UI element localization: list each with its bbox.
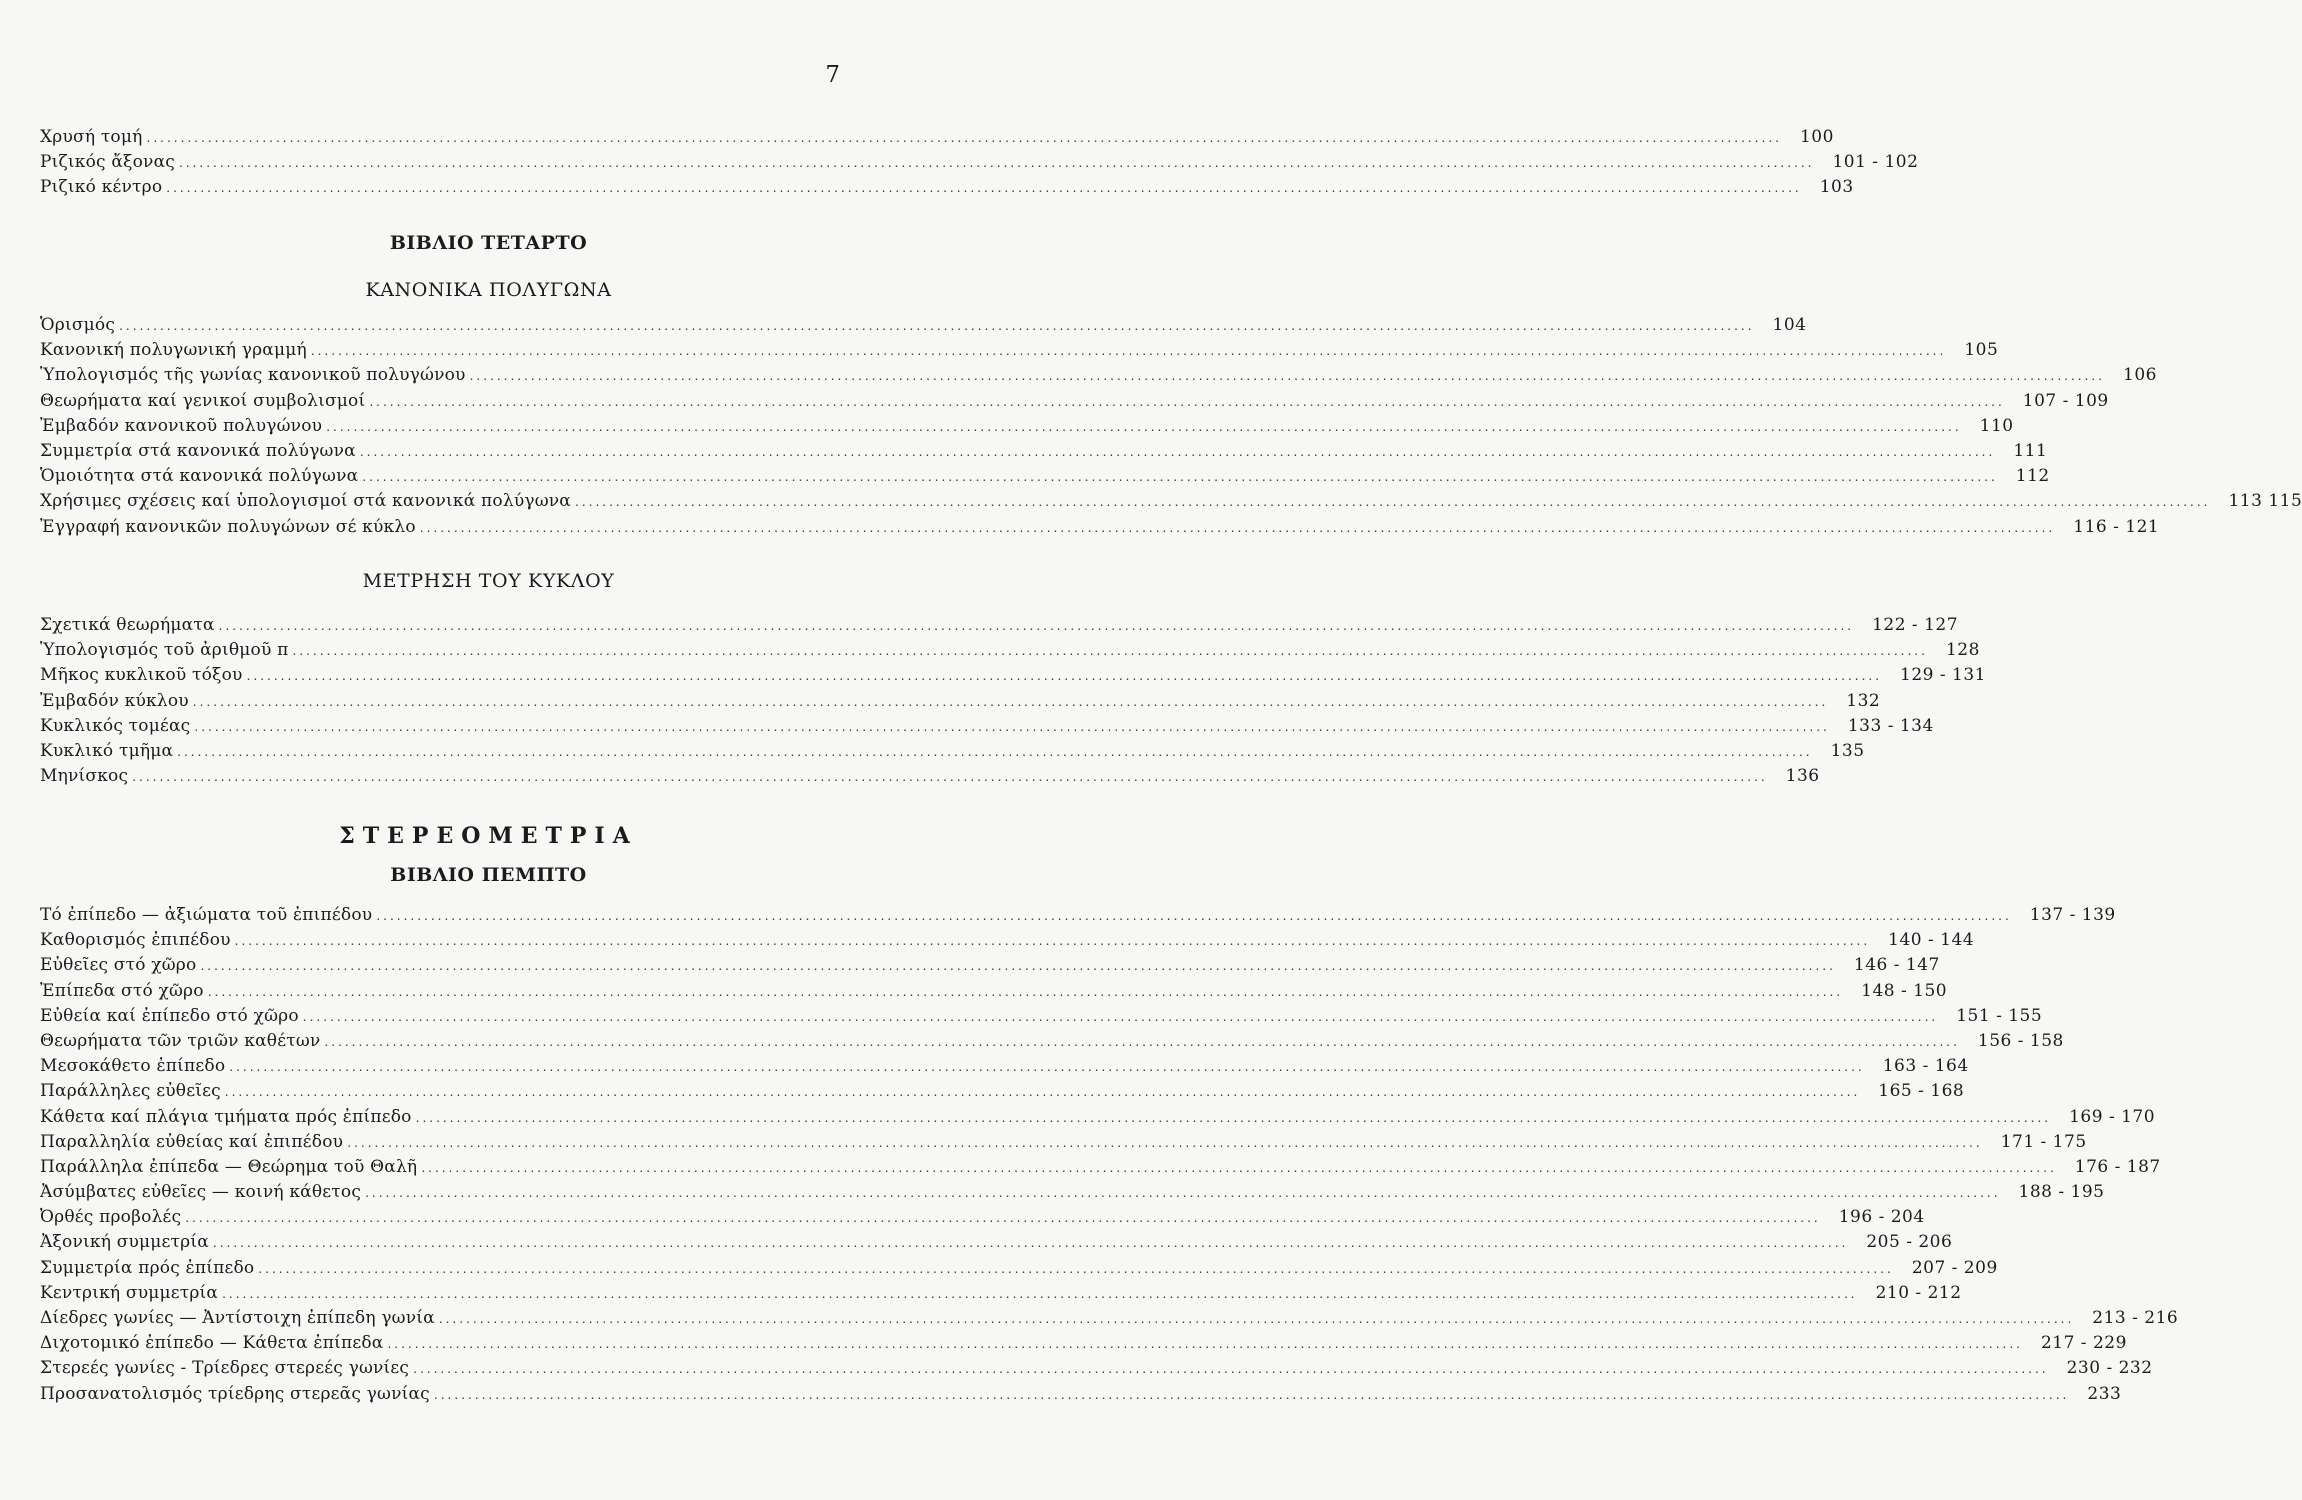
toc-entry — [40, 928, 1975, 953]
toc-entry — [40, 953, 1940, 978]
dot-leader: ................................................................................................................................................................................................................................................ — [146, 131, 1782, 145]
entry-title: Ὁμοιότητα στά κανονικά πολύγωνα — [40, 466, 359, 487]
entry-pages: 137 - 139 — [2029, 905, 2116, 925]
entry-title: Χρήσιμες σχέσεις καί ὑπολογισμοί στά κανονικά πολύγωνα — [40, 491, 571, 512]
dot-leader: ................................................................................................................................................................................................................................................ — [433, 1387, 2070, 1402]
toc-entry — [40, 638, 1980, 663]
entry-pages: 233 — [2087, 1383, 2122, 1404]
entry-pages: 171 - 175 — [2000, 1131, 2087, 1152]
section-regular-polygons-title: ΚΑΝΟΝΙΚΑ ΠΟΛΥΓΩΝΑ — [365, 279, 612, 301]
toc-entry — [40, 1256, 1998, 1281]
toc-entry — [40, 1029, 2064, 1054]
entry-pages: 210 - 212 — [1875, 1282, 1962, 1303]
entry-title: Δίεδρες γωνίες — Ἀντίστοιχη ἐπίπεδη γωνία — [40, 1308, 435, 1328]
toc-block-stereometry — [40, 903, 2179, 1407]
toc-block-regular-polygons — [40, 313, 2302, 540]
dot-leader: ................................................................................................................................................................................................................................................ — [387, 1337, 2023, 1352]
toc-entry — [40, 150, 1919, 175]
entry-title: Ἐμβαδόν κανονικοῦ πολυγώνου — [40, 415, 323, 436]
entry-title: Ἐπίπεδα στό χῶρο — [40, 980, 204, 1001]
dot-leader: ................................................................................................................................................................................................................................................ — [200, 959, 1836, 974]
toc-entry — [40, 1079, 1965, 1104]
entry-pages: 169 - 170 — [2069, 1106, 2156, 1127]
toc-entry — [40, 903, 2116, 928]
dot-leader: ................................................................................................................................................................................................................................................ — [258, 1261, 1894, 1276]
entry-title: Μῆκος κυκλικοῦ τόξου — [40, 665, 243, 686]
toc-entry — [40, 1382, 2122, 1407]
entry-pages: 104 — [1772, 315, 1807, 335]
entry-title: Ἀξονική συμμετρία — [40, 1232, 209, 1253]
dot-leader: ................................................................................................................................................................................................................................................ — [246, 669, 1883, 684]
entry-pages: 188 - 195 — [2018, 1182, 2105, 1203]
entry-pages: 101 - 102 — [1832, 152, 1919, 173]
entry-pages: 105 — [1964, 340, 1999, 361]
entry-title: Προσανατολισμός τρίεδρης στερεᾶς γωνίας — [40, 1383, 430, 1404]
toc-entry — [40, 175, 1854, 200]
entry-title: Κεντρική συμμετρία — [40, 1282, 219, 1303]
entry-title: Συμμετρία πρός ἐπίπεδο — [40, 1257, 255, 1278]
toc-entry — [40, 1130, 2087, 1155]
toc-entry — [40, 1180, 2105, 1205]
entry-title: Παράλληλα ἐπίπεδα — Θεώρημα τοῦ Θαλῆ — [40, 1156, 418, 1177]
toc-entry — [40, 1281, 1962, 1306]
toc-block-top — [40, 125, 1919, 201]
dot-leader: ................................................................................................................................................................................................................................................ — [119, 319, 1755, 333]
toc-entry — [40, 1230, 1953, 1255]
entry-pages: 230 - 232 — [2066, 1358, 2153, 1379]
book4-title: ΒΙΒΛΙΟ ΤΕΤΑΡΤΟ — [389, 232, 588, 254]
entry-pages: 132 — [1846, 690, 1881, 711]
toc-entry — [40, 338, 1999, 363]
toc-entry — [40, 613, 1959, 638]
dot-leader: ................................................................................................................................................................................................................................................ — [347, 1135, 1983, 1150]
dot-leader: ................................................................................................................................................................................................................................................ — [469, 369, 2106, 384]
entry-title: Θεωρήματα τῶν τριῶν καθέτων — [40, 1030, 321, 1051]
entry-title: Παράλληλες εὐθεῖες — [40, 1081, 221, 1102]
dot-leader: ................................................................................................................................................................................................................................................ — [132, 770, 1768, 785]
entry-pages: 113 115 — [2228, 491, 2302, 512]
entry-pages: 133 - 134 — [1847, 715, 1934, 736]
entry-pages: 136 — [1785, 766, 1820, 787]
entry-pages: 122 - 127 — [1872, 615, 1959, 635]
toc-entry — [40, 689, 1881, 714]
entry-pages: 110 — [1979, 415, 2014, 436]
dot-leader: ................................................................................................................................................................................................................................................ — [376, 909, 2012, 923]
entry-pages: 135 — [1830, 740, 1865, 761]
entry-title: Ὑπολογισμός τοῦ ἀριθμοῦ π — [40, 640, 289, 661]
entry-title: Κυκλικό τμῆμα — [40, 740, 174, 761]
toc-entry — [40, 764, 1820, 789]
dot-leader: ................................................................................................................................................................................................................................................ — [324, 1034, 1960, 1049]
entry-title: Ριζικός ἄξονας — [40, 152, 175, 173]
dot-leader: ................................................................................................................................................................................................................................................ — [310, 344, 1947, 359]
toc-entry — [40, 313, 1807, 338]
entry-pages: 196 - 204 — [1838, 1207, 1925, 1228]
toc-entry — [40, 1356, 2153, 1381]
entry-pages: 217 - 229 — [2040, 1333, 2127, 1354]
entry-title: Ὁρισμός — [40, 315, 116, 335]
stereometry-title: ΣΤΕΡΕΟΜΕΤΡΙΑ — [339, 823, 638, 849]
entry-pages: 129 - 131 — [1900, 665, 1986, 686]
toc-entry — [40, 1054, 1969, 1079]
dot-leader: ................................................................................................................................................................................................................................................ — [218, 619, 1855, 633]
entry-pages: 100 — [1799, 127, 1834, 147]
entry-title: Ὀρθές προβολές — [40, 1207, 182, 1228]
toc-entry — [40, 389, 2109, 414]
entry-title: Παραλληλία εὐθείας καί ἐπιπέδου — [40, 1131, 344, 1152]
entry-pages: 163 - 164 — [1882, 1056, 1969, 1077]
entry-title: Θεωρήματα καί γενικοί συμβολισμοί — [40, 390, 366, 411]
dot-leader: ................................................................................................................................................................................................................................................ — [234, 934, 1871, 949]
entry-pages: 165 - 168 — [1878, 1081, 1965, 1102]
toc-entry — [40, 1155, 2161, 1180]
dot-leader: ................................................................................................................................................................................................................................................ — [185, 1211, 1821, 1226]
entry-title: Κάθετα καί πλάγια τμήματα πρός ἐπίπεδο — [40, 1106, 412, 1127]
entry-title: Τό ἐπίπεδο — ἀξιώματα τοῦ ἐπιπέδου — [40, 905, 373, 925]
dot-leader: ................................................................................................................................................................................................................................................ — [177, 744, 1813, 759]
entry-pages: 148 - 150 — [1861, 980, 1948, 1001]
dot-leader: ................................................................................................................................................................................................................................................ — [365, 1186, 2001, 1201]
dot-leader: ................................................................................................................................................................................................................................................ — [326, 419, 1962, 434]
toc-entry — [40, 1205, 1925, 1230]
toc-entry — [40, 1105, 2156, 1130]
entry-title: Κυκλικός τομέας — [40, 715, 191, 736]
dot-leader: ................................................................................................................................................................................................................................................ — [229, 1060, 1865, 1075]
toc-entry — [40, 663, 1986, 688]
toc-entry — [40, 125, 1834, 150]
entry-title: Συμμετρία στά κανονικά πολύγωνα — [40, 440, 356, 461]
toc-entry — [40, 489, 2302, 514]
entry-pages: 111 — [2013, 440, 2048, 461]
entry-pages: 116 - 121 — [2073, 516, 2160, 537]
entry-title: Εὐθεία καί ἐπίπεδο στό χῶρο — [40, 1005, 299, 1026]
entry-title: Εὐθεῖες στό χῶρο — [40, 955, 197, 976]
dot-leader: ................................................................................................................................................................................................................................................ — [415, 1110, 2052, 1125]
entry-title: Στερεές γωνίες - Τρίεδρες στερεές γωνίες — [40, 1358, 410, 1379]
toc-entry — [40, 439, 2048, 464]
dot-leader: ................................................................................................................................................................................................................................................ — [419, 520, 2056, 535]
toc-entry — [40, 1306, 2179, 1331]
dot-leader: ................................................................................................................................................................................................................................................ — [178, 156, 1815, 171]
entry-title: Μηνίσκος — [40, 766, 129, 787]
toc-block-circle-measurement — [40, 613, 1986, 789]
entry-pages: 128 — [1945, 640, 1980, 661]
dot-leader: ................................................................................................................................................................................................................................................ — [369, 394, 2005, 409]
entry-title: Μεσοκάθετο ἐπίπεδο — [40, 1056, 226, 1077]
entry-title: Ἀσύμβατες εὐθεῖες — κοινή κάθετος — [40, 1182, 362, 1203]
entry-pages: 207 - 209 — [1911, 1257, 1998, 1278]
entry-title: Ριζικό κέντρο — [40, 177, 163, 198]
toc-entry — [40, 515, 2160, 540]
entry-title: Κανονική πολυγωνική γραμμή — [40, 340, 307, 361]
entry-pages: 140 - 144 — [1888, 930, 1975, 951]
entry-pages: 176 - 187 — [2074, 1156, 2161, 1177]
dot-leader: ................................................................................................................................................................................................................................................ — [362, 470, 1998, 485]
dot-leader: ................................................................................................................................................................................................................................................ — [212, 1236, 1849, 1251]
entry-pages: 112 — [2015, 466, 2050, 487]
dot-leader: ................................................................................................................................................................................................................................................ — [359, 444, 1996, 459]
entry-pages: 151 - 155 — [1956, 1005, 2043, 1026]
toc-entry — [40, 1004, 2043, 1029]
dot-leader: ................................................................................................................................................................................................................................................ — [194, 719, 1830, 734]
entry-pages: 106 — [2123, 365, 2157, 386]
book5-title: ΒΙΒΛΙΟ ΠΕΜΠΤΟ — [390, 864, 587, 886]
toc-entry — [40, 464, 2050, 489]
dot-leader: ................................................................................................................................................................................................................................................ — [222, 1286, 1858, 1301]
dot-leader: ................................................................................................................................................................................................................................................ — [302, 1009, 1939, 1024]
section-circle-measurement-title: ΜΕΤΡΗΣΗ ΤΟΥ ΚΥΚΛΟΥ — [362, 570, 615, 592]
toc-entry — [40, 363, 2157, 388]
entry-title: Ὑπολογισμός τῆς γωνίας κανονικοῦ πολυγώνου — [40, 365, 466, 386]
entry-title: Καθορισμός ἐπιπέδου — [40, 930, 231, 951]
dot-leader: ................................................................................................................................................................................................................................................ — [438, 1312, 2075, 1326]
entry-pages: 213 - 216 — [2092, 1308, 2179, 1328]
toc-entry — [40, 414, 2014, 439]
dot-leader: ................................................................................................................................................................................................................................................ — [207, 984, 1844, 999]
toc-entry — [40, 979, 1948, 1004]
entry-title: Σχετικά θεωρήματα — [40, 615, 215, 635]
dot-leader: ................................................................................................................................................................................................................................................ — [192, 694, 1829, 709]
dot-leader: ................................................................................................................................................................................................................................................ — [413, 1362, 2049, 1377]
dot-leader: ................................................................................................................................................................................................................................................ — [575, 495, 2211, 510]
page-number: 7 — [825, 62, 840, 88]
entry-title: Διχοτομικό ἐπίπεδο — Κάθετα ἐπίπεδα — [40, 1333, 384, 1354]
toc-entry — [40, 1331, 2127, 1356]
toc-entry — [40, 739, 1865, 764]
dot-leader: ................................................................................................................................................................................................................................................ — [224, 1085, 1861, 1100]
entry-title: Ἐγγραφή κανονικῶν πολυγώνων σέ κύκλο — [40, 516, 416, 537]
entry-pages: 146 - 147 — [1853, 955, 1940, 976]
entry-pages: 205 - 206 — [1866, 1232, 1953, 1253]
entry-title: Χρυσή τομή — [40, 127, 143, 147]
dot-leader: ................................................................................................................................................................................................................................................ — [292, 644, 1928, 659]
entry-pages: 107 - 109 — [2022, 390, 2109, 411]
entry-title: Ἐμβαδόν κύκλου — [40, 690, 189, 711]
toc-entry — [40, 714, 1934, 739]
dot-leader: ................................................................................................................................................................................................................................................ — [421, 1160, 2057, 1175]
dot-leader: ................................................................................................................................................................................................................................................ — [166, 181, 1802, 196]
entry-pages: 103 — [1819, 177, 1854, 198]
entry-pages: 156 - 158 — [1977, 1030, 2064, 1051]
